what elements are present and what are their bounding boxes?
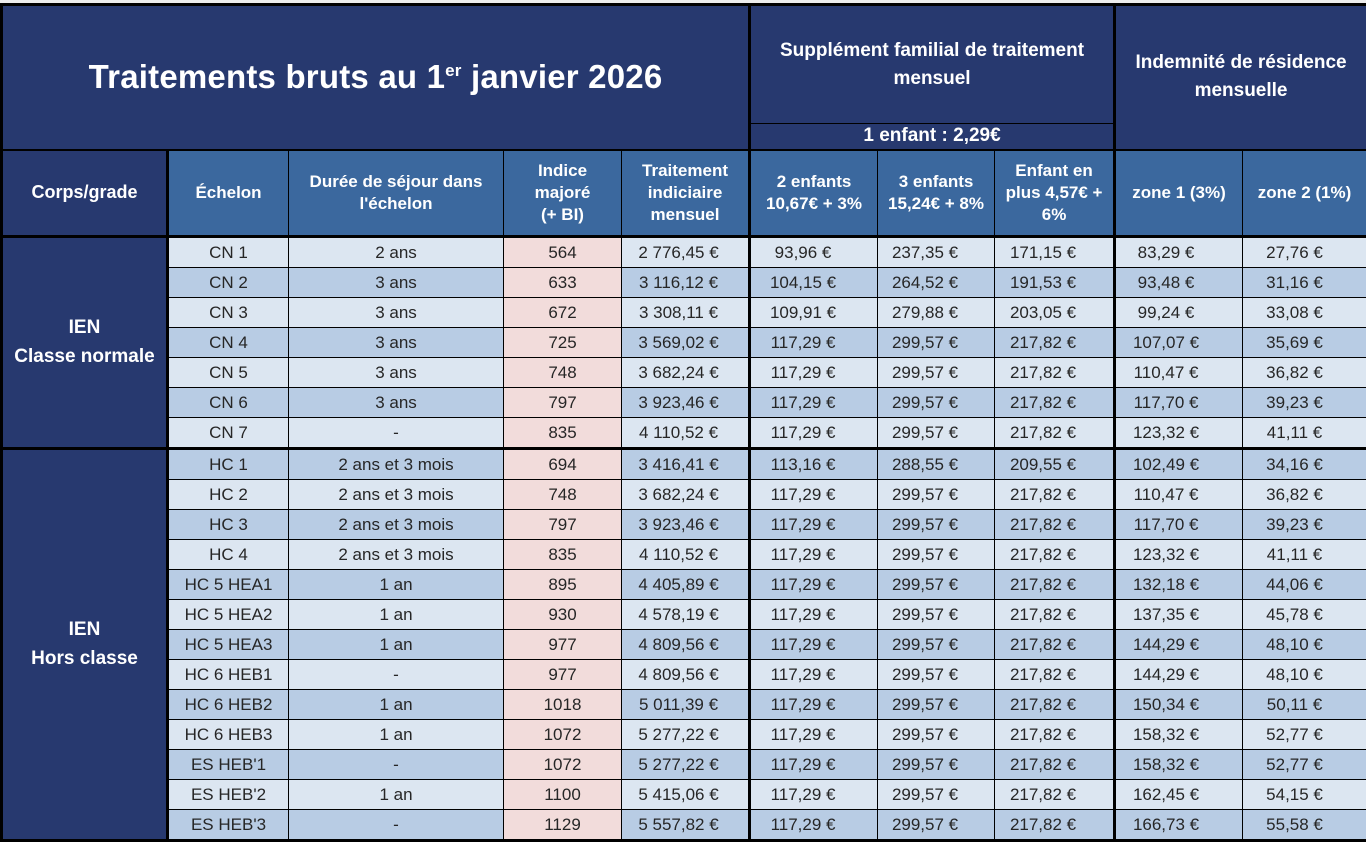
cell-indemnite-zone2: 45,78 €	[1243, 600, 1366, 630]
cell-supplement-enfant-plus: 217,82 €	[995, 510, 1115, 540]
cell-supplement-3-enfants: 279,88 €	[878, 298, 995, 328]
cell-indemnite-zone1: 107,07 €	[1115, 328, 1243, 358]
cell-duree-sejour: 2 ans et 3 mois	[289, 510, 504, 540]
cell-duree-sejour: 1 an	[289, 600, 504, 630]
cell-supplement-enfant-plus: 217,82 €	[995, 600, 1115, 630]
cell-indemnite-zone1: 83,29 €	[1115, 237, 1243, 268]
cell-supplement-3-enfants: 299,57 €	[878, 570, 995, 600]
cell-indice-majore: 1072	[504, 750, 622, 780]
col-header-indice-majore: Indice majoré (+ BI)	[504, 150, 622, 237]
cell-duree-sejour: 3 ans	[289, 358, 504, 388]
cell-supplement-2-enfants: 93,96 €	[750, 237, 878, 268]
cell-indemnite-zone1: 144,29 €	[1115, 630, 1243, 660]
cell-traitement-mensuel: 5 557,82 €	[622, 810, 750, 841]
cell-indemnite-zone1: 162,45 €	[1115, 780, 1243, 810]
cell-duree-sejour: 3 ans	[289, 298, 504, 328]
cell-duree-sejour: 1 an	[289, 720, 504, 750]
cell-indemnite-zone2: 36,82 €	[1243, 358, 1366, 388]
cell-duree-sejour: -	[289, 418, 504, 449]
cell-supplement-3-enfants: 299,57 €	[878, 510, 995, 540]
cell-supplement-2-enfants: 117,29 €	[750, 510, 878, 540]
cell-indemnite-zone1: 117,70 €	[1115, 510, 1243, 540]
cell-indice-majore: 1129	[504, 810, 622, 841]
cell-supplement-3-enfants: 288,55 €	[878, 449, 995, 480]
cell-echelon: HC 3	[168, 510, 289, 540]
cell-supplement-3-enfants: 299,57 €	[878, 780, 995, 810]
cell-echelon: HC 5 HEA1	[168, 570, 289, 600]
cell-traitement-mensuel: 3 116,12 €	[622, 268, 750, 298]
cell-indemnite-zone2: 39,23 €	[1243, 388, 1366, 418]
cell-echelon: HC 2	[168, 480, 289, 510]
cell-indice-majore: 694	[504, 449, 622, 480]
cell-echelon: CN 1	[168, 237, 289, 268]
table-row	[2, 660, 1366, 690]
cell-indice-majore: 1100	[504, 780, 622, 810]
col-header-2-enfants: 2 enfants 10,67€ + 3%	[750, 150, 878, 237]
cell-echelon: CN 6	[168, 388, 289, 418]
cell-indice-majore: 835	[504, 540, 622, 570]
cell-indemnite-zone2: 27,76 €	[1243, 237, 1366, 268]
cell-supplement-3-enfants: 299,57 €	[878, 720, 995, 750]
cell-indemnite-zone1: 158,32 €	[1115, 720, 1243, 750]
cell-indemnite-zone1: 110,47 €	[1115, 480, 1243, 510]
cell-echelon: HC 6 HEB2	[168, 690, 289, 720]
cell-duree-sejour: 2 ans et 3 mois	[289, 449, 504, 480]
cell-traitement-mensuel: 4 110,52 €	[622, 540, 750, 570]
table-row	[2, 449, 1366, 480]
cell-indemnite-zone2: 31,16 €	[1243, 268, 1366, 298]
cell-echelon: CN 5	[168, 358, 289, 388]
cell-duree-sejour: 1 an	[289, 630, 504, 660]
cell-supplement-3-enfants: 299,57 €	[878, 600, 995, 630]
salary-table	[0, 3, 1366, 842]
cell-supplement-3-enfants: 299,57 €	[878, 810, 995, 841]
cell-supplement-2-enfants: 117,29 €	[750, 540, 878, 570]
cell-supplement-2-enfants: 117,29 €	[750, 358, 878, 388]
cell-indemnite-zone2: 55,58 €	[1243, 810, 1366, 841]
cell-echelon: ES HEB'2	[168, 780, 289, 810]
cell-supplement-3-enfants: 237,35 €	[878, 237, 995, 268]
group-label: IEN Classe normale	[2, 237, 168, 449]
cell-supplement-enfant-plus: 217,82 €	[995, 480, 1115, 510]
cell-supplement-2-enfants: 117,29 €	[750, 600, 878, 630]
cell-indemnite-zone1: 158,32 €	[1115, 750, 1243, 780]
cell-supplement-3-enfants: 299,57 €	[878, 630, 995, 660]
cell-supplement-enfant-plus: 171,15 €	[995, 237, 1115, 268]
cell-supplement-enfant-plus: 217,82 €	[995, 750, 1115, 780]
cell-indemnite-zone2: 52,77 €	[1243, 750, 1366, 780]
cell-supplement-enfant-plus: 217,82 €	[995, 690, 1115, 720]
cell-indemnite-zone2: 52,77 €	[1243, 720, 1366, 750]
table-row	[2, 418, 1366, 449]
cell-echelon: HC 4	[168, 540, 289, 570]
cell-indice-majore: 835	[504, 418, 622, 449]
cell-supplement-enfant-plus: 217,82 €	[995, 540, 1115, 570]
supplement-familial-header: Supplément familial de traitement mensuel	[750, 5, 1115, 124]
cell-indemnite-zone2: 48,10 €	[1243, 630, 1366, 660]
cell-indemnite-zone1: 144,29 €	[1115, 660, 1243, 690]
cell-traitement-mensuel: 3 308,11 €	[622, 298, 750, 328]
cell-traitement-mensuel: 4 578,19 €	[622, 600, 750, 630]
cell-indemnite-zone1: 123,32 €	[1115, 418, 1243, 449]
cell-supplement-enfant-plus: 203,05 €	[995, 298, 1115, 328]
col-header-zone1: zone 1 (3%)	[1115, 150, 1243, 237]
cell-echelon: HC 5 HEA3	[168, 630, 289, 660]
cell-echelon: CN 3	[168, 298, 289, 328]
cell-indemnite-zone1: 102,49 €	[1115, 449, 1243, 480]
cell-traitement-mensuel: 3 416,41 €	[622, 449, 750, 480]
cell-supplement-3-enfants: 264,52 €	[878, 268, 995, 298]
table-row	[2, 388, 1366, 418]
cell-indemnite-zone2: 39,23 €	[1243, 510, 1366, 540]
cell-indice-majore: 748	[504, 358, 622, 388]
cell-echelon: HC 5 HEA2	[168, 600, 289, 630]
cell-supplement-enfant-plus: 217,82 €	[995, 810, 1115, 841]
cell-supplement-enfant-plus: 217,82 €	[995, 630, 1115, 660]
cell-echelon: ES HEB'3	[168, 810, 289, 841]
cell-supplement-2-enfants: 117,29 €	[750, 780, 878, 810]
cell-indice-majore: 725	[504, 328, 622, 358]
cell-indice-majore: 930	[504, 600, 622, 630]
cell-supplement-3-enfants: 299,57 €	[878, 388, 995, 418]
cell-supplement-2-enfants: 117,29 €	[750, 720, 878, 750]
cell-duree-sejour: 2 ans et 3 mois	[289, 540, 504, 570]
cell-supplement-enfant-plus: 191,53 €	[995, 268, 1115, 298]
cell-indemnite-zone2: 41,11 €	[1243, 418, 1366, 449]
table-row	[2, 540, 1366, 570]
cell-duree-sejour: -	[289, 750, 504, 780]
table-row	[2, 298, 1366, 328]
cell-indemnite-zone2: 41,11 €	[1243, 540, 1366, 570]
cell-indice-majore: 564	[504, 237, 622, 268]
cell-indemnite-zone1: 137,35 €	[1115, 600, 1243, 630]
cell-supplement-2-enfants: 117,29 €	[750, 480, 878, 510]
cell-duree-sejour: 3 ans	[289, 268, 504, 298]
cell-supplement-2-enfants: 117,29 €	[750, 570, 878, 600]
cell-supplement-2-enfants: 109,91 €	[750, 298, 878, 328]
cell-traitement-mensuel: 3 569,02 €	[622, 328, 750, 358]
cell-indice-majore: 1018	[504, 690, 622, 720]
cell-indemnite-zone1: 123,32 €	[1115, 540, 1243, 570]
cell-supplement-enfant-plus: 217,82 €	[995, 328, 1115, 358]
cell-duree-sejour: 2 ans	[289, 237, 504, 268]
cell-supplement-2-enfants: 104,15 €	[750, 268, 878, 298]
table-row	[2, 600, 1366, 630]
table-row	[2, 720, 1366, 750]
table-row	[2, 810, 1366, 841]
cell-supplement-3-enfants: 299,57 €	[878, 540, 995, 570]
cell-indemnite-zone1: 93,48 €	[1115, 268, 1243, 298]
cell-indice-majore: 797	[504, 388, 622, 418]
table-row	[2, 750, 1366, 780]
cell-traitement-mensuel: 5 277,22 €	[622, 720, 750, 750]
table-row	[2, 780, 1366, 810]
cell-duree-sejour: -	[289, 660, 504, 690]
cell-traitement-mensuel: 3 682,24 €	[622, 480, 750, 510]
col-header-corps-grade: Corps/grade	[2, 150, 168, 237]
cell-supplement-2-enfants: 117,29 €	[750, 630, 878, 660]
cell-echelon: HC 6 HEB3	[168, 720, 289, 750]
col-header-traitement: Traitement indiciaire mensuel	[622, 150, 750, 237]
table-row	[2, 358, 1366, 388]
table-row	[2, 510, 1366, 540]
cell-indemnite-zone2: 34,16 €	[1243, 449, 1366, 480]
cell-duree-sejour: 2 ans et 3 mois	[289, 480, 504, 510]
table-row	[2, 237, 1366, 268]
cell-supplement-enfant-plus: 217,82 €	[995, 660, 1115, 690]
cell-traitement-mensuel: 3 682,24 €	[622, 358, 750, 388]
cell-indemnite-zone1: 110,47 €	[1115, 358, 1243, 388]
cell-indemnite-zone2: 35,69 €	[1243, 328, 1366, 358]
cell-supplement-enfant-plus: 217,82 €	[995, 570, 1115, 600]
cell-supplement-enfant-plus: 217,82 €	[995, 418, 1115, 449]
cell-supplement-2-enfants: 117,29 €	[750, 750, 878, 780]
cell-indemnite-zone1: 150,34 €	[1115, 690, 1243, 720]
cell-duree-sejour: 3 ans	[289, 388, 504, 418]
cell-echelon: ES HEB'1	[168, 750, 289, 780]
cell-echelon: CN 2	[168, 268, 289, 298]
cell-supplement-3-enfants: 299,57 €	[878, 358, 995, 388]
cell-supplement-enfant-plus: 217,82 €	[995, 720, 1115, 750]
cell-duree-sejour: 1 an	[289, 570, 504, 600]
cell-traitement-mensuel: 4 809,56 €	[622, 630, 750, 660]
col-header-enfant-en-plus: Enfant en plus 4,57€ + 6%	[995, 150, 1115, 237]
cell-indice-majore: 748	[504, 480, 622, 510]
cell-supplement-enfant-plus: 217,82 €	[995, 388, 1115, 418]
cell-indemnite-zone2: 44,06 €	[1243, 570, 1366, 600]
cell-supplement-3-enfants: 299,57 €	[878, 660, 995, 690]
cell-duree-sejour: 1 an	[289, 690, 504, 720]
cell-supplement-2-enfants: 117,29 €	[750, 810, 878, 841]
cell-supplement-3-enfants: 299,57 €	[878, 480, 995, 510]
cell-indemnite-zone2: 48,10 €	[1243, 660, 1366, 690]
cell-indice-majore: 1072	[504, 720, 622, 750]
cell-supplement-2-enfants: 117,29 €	[750, 690, 878, 720]
col-header-echelon: Échelon	[168, 150, 289, 237]
table-row	[2, 570, 1366, 600]
cell-traitement-mensuel: 5 277,22 €	[622, 750, 750, 780]
table-row	[2, 630, 1366, 660]
cell-echelon: HC 6 HEB1	[168, 660, 289, 690]
cell-indemnite-zone1: 99,24 €	[1115, 298, 1243, 328]
group-label: IEN Hors classe	[2, 449, 168, 841]
cell-echelon: CN 7	[168, 418, 289, 449]
cell-traitement-mensuel: 5 011,39 €	[622, 690, 750, 720]
cell-supplement-2-enfants: 117,29 €	[750, 388, 878, 418]
cell-indemnite-zone1: 166,73 €	[1115, 810, 1243, 841]
cell-supplement-enfant-plus: 217,82 €	[995, 358, 1115, 388]
cell-supplement-2-enfants: 117,29 €	[750, 418, 878, 449]
cell-duree-sejour: 3 ans	[289, 328, 504, 358]
cell-indice-majore: 672	[504, 298, 622, 328]
col-header-3-enfants: 3 enfants 15,24€ + 8%	[878, 150, 995, 237]
table-row	[2, 690, 1366, 720]
cell-indemnite-zone2: 33,08 €	[1243, 298, 1366, 328]
cell-indice-majore: 977	[504, 660, 622, 690]
cell-traitement-mensuel: 3 923,46 €	[622, 510, 750, 540]
cell-duree-sejour: 1 an	[289, 780, 504, 810]
cell-traitement-mensuel: 2 776,45 €	[622, 237, 750, 268]
page-title: Traitements bruts au 1er janvier 2026	[2, 5, 750, 150]
cell-indemnite-zone1: 132,18 €	[1115, 570, 1243, 600]
cell-traitement-mensuel: 3 923,46 €	[622, 388, 750, 418]
cell-duree-sejour: -	[289, 810, 504, 841]
cell-echelon: HC 1	[168, 449, 289, 480]
cell-indemnite-zone2: 54,15 €	[1243, 780, 1366, 810]
table-row	[2, 268, 1366, 298]
cell-echelon: CN 4	[168, 328, 289, 358]
cell-indice-majore: 977	[504, 630, 622, 660]
cell-supplement-3-enfants: 299,57 €	[878, 750, 995, 780]
col-header-zone2: zone 2 (1%)	[1243, 150, 1366, 237]
table-row	[2, 480, 1366, 510]
cell-traitement-mensuel: 5 415,06 €	[622, 780, 750, 810]
cell-supplement-2-enfants: 117,29 €	[750, 328, 878, 358]
cell-supplement-3-enfants: 299,57 €	[878, 690, 995, 720]
cell-indice-majore: 895	[504, 570, 622, 600]
cell-indemnite-zone1: 117,70 €	[1115, 388, 1243, 418]
cell-indemnite-zone2: 36,82 €	[1243, 480, 1366, 510]
cell-supplement-2-enfants: 113,16 €	[750, 449, 878, 480]
cell-supplement-3-enfants: 299,57 €	[878, 418, 995, 449]
cell-supplement-3-enfants: 299,57 €	[878, 328, 995, 358]
table-row	[2, 328, 1366, 358]
cell-indice-majore: 797	[504, 510, 622, 540]
indemnite-residence-header: Indemnité de résidence mensuelle	[1115, 5, 1366, 150]
col-header-duree: Durée de séjour dans l'échelon	[289, 150, 504, 237]
cell-indice-majore: 633	[504, 268, 622, 298]
cell-traitement-mensuel: 4 809,56 €	[622, 660, 750, 690]
cell-supplement-enfant-plus: 217,82 €	[995, 780, 1115, 810]
cell-supplement-enfant-plus: 209,55 €	[995, 449, 1115, 480]
cell-supplement-2-enfants: 117,29 €	[750, 660, 878, 690]
one-child-rate-band: 1 enfant : 2,29€	[750, 124, 1115, 150]
cell-traitement-mensuel: 4 405,89 €	[622, 570, 750, 600]
cell-indemnite-zone2: 50,11 €	[1243, 690, 1366, 720]
cell-traitement-mensuel: 4 110,52 €	[622, 418, 750, 449]
